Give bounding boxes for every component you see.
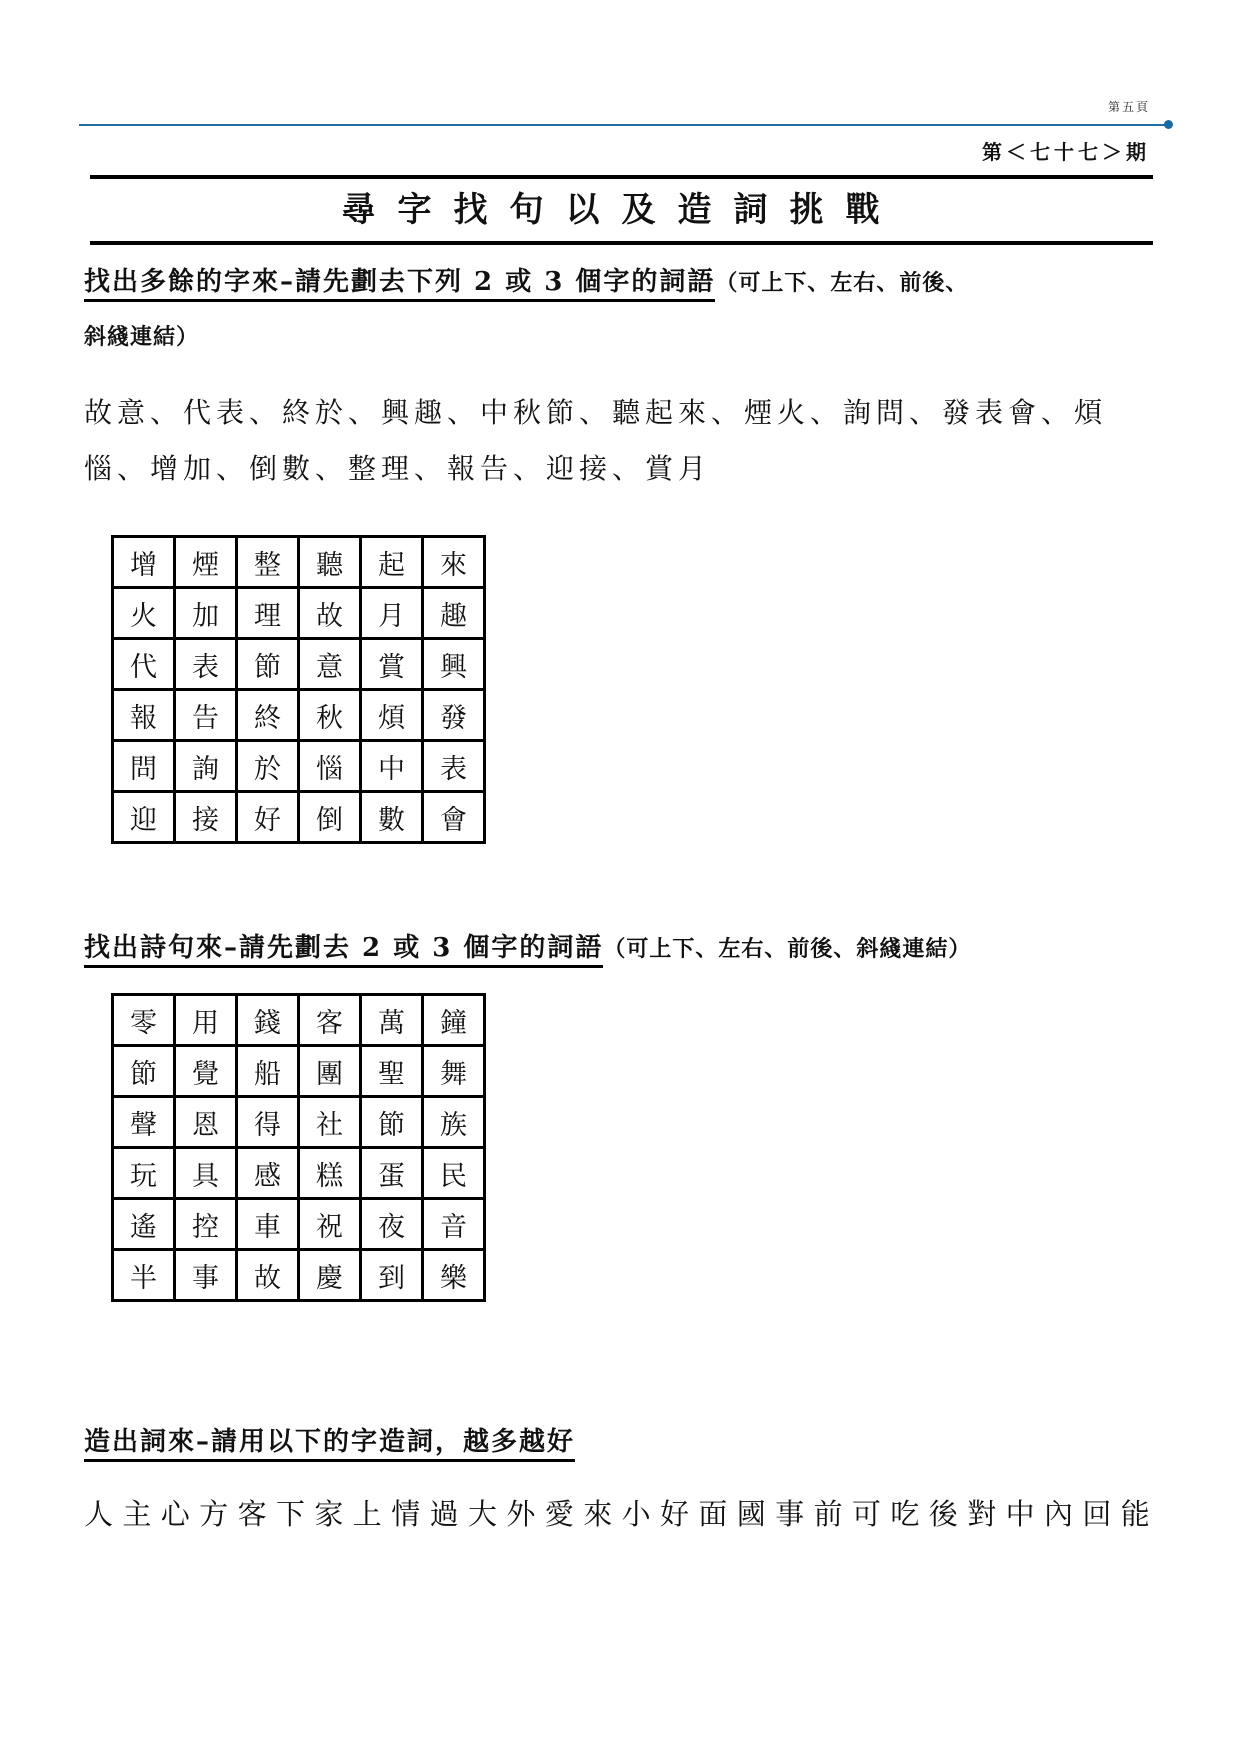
grid-cell[interactable]: 船 bbox=[237, 1046, 299, 1097]
grid-cell[interactable]: 秋 bbox=[299, 690, 361, 741]
grid-cell[interactable]: 煙 bbox=[175, 537, 237, 588]
grid-cell[interactable]: 萬 bbox=[361, 995, 423, 1046]
section1-word-grid bbox=[111, 535, 486, 844]
title-rule-bottom bbox=[90, 241, 1153, 245]
section1-word-list: 故意、代表、終於、興趣、中秋節、聽起來、煙火、詢問、發表會、煩惱、增加、倒數、整理、報告、迎接、賞月 bbox=[84, 396, 1108, 485]
grid-cell[interactable]: 告 bbox=[175, 690, 237, 741]
grid-cell[interactable]: 聖 bbox=[361, 1046, 423, 1097]
grid-cell[interactable]: 詢 bbox=[175, 741, 237, 792]
grid-row bbox=[113, 639, 485, 690]
grid-cell[interactable]: 整 bbox=[237, 537, 299, 588]
section3-character-pool: 人主心方客下家上情過大外愛來小好面國事前可吃後對中內回能 bbox=[84, 1497, 1160, 1531]
grid-row bbox=[113, 792, 485, 843]
grid-row bbox=[113, 690, 485, 741]
grid-cell[interactable]: 覺 bbox=[175, 1046, 237, 1097]
grid-cell[interactable]: 代 bbox=[113, 639, 175, 690]
grid-cell[interactable]: 於 bbox=[237, 741, 299, 792]
grid-cell[interactable]: 客 bbox=[299, 995, 361, 1046]
grid-cell[interactable]: 惱 bbox=[299, 741, 361, 792]
section1-note: （可上下、左右、前後、 bbox=[715, 270, 969, 296]
grid-cell[interactable]: 控 bbox=[175, 1199, 237, 1250]
grid-cell[interactable]: 具 bbox=[175, 1148, 237, 1199]
grid-cell[interactable]: 來 bbox=[423, 537, 485, 588]
grid-cell[interactable]: 月 bbox=[361, 588, 423, 639]
grid-cell[interactable]: 起 bbox=[361, 537, 423, 588]
page-number: 第五頁 bbox=[1107, 100, 1150, 114]
grid-cell[interactable]: 意 bbox=[299, 639, 361, 690]
grid-cell[interactable]: 煩 bbox=[361, 690, 423, 741]
grid-cell[interactable]: 賞 bbox=[361, 639, 423, 690]
grid-cell[interactable]: 數 bbox=[361, 792, 423, 843]
grid-cell[interactable]: 半 bbox=[113, 1250, 175, 1301]
grid-cell[interactable]: 夜 bbox=[361, 1199, 423, 1250]
grid-cell[interactable]: 事 bbox=[175, 1250, 237, 1301]
grid-cell[interactable]: 好 bbox=[237, 792, 299, 843]
grid-cell[interactable]: 用 bbox=[175, 995, 237, 1046]
grid-cell[interactable]: 零 bbox=[113, 995, 175, 1046]
section3-heading-row bbox=[84, 1422, 575, 1462]
issue-label: 第＜七十七＞期 bbox=[982, 140, 1150, 164]
grid-cell[interactable]: 增 bbox=[113, 537, 175, 588]
grid-cell[interactable]: 祝 bbox=[299, 1199, 361, 1250]
grid-cell[interactable]: 樂 bbox=[423, 1250, 485, 1301]
grid-cell[interactable]: 車 bbox=[237, 1199, 299, 1250]
grid-cell[interactable]: 舞 bbox=[423, 1046, 485, 1097]
grid-cell[interactable]: 慶 bbox=[299, 1250, 361, 1301]
grid-cell[interactable]: 遙 bbox=[113, 1199, 175, 1250]
grid-cell[interactable]: 接 bbox=[175, 792, 237, 843]
grid-cell[interactable]: 故 bbox=[299, 588, 361, 639]
grid-cell[interactable]: 趣 bbox=[423, 588, 485, 639]
grid-cell[interactable]: 問 bbox=[113, 741, 175, 792]
grid-cell[interactable]: 會 bbox=[423, 792, 485, 843]
grid-cell[interactable]: 錢 bbox=[237, 995, 299, 1046]
grid-cell[interactable]: 節 bbox=[113, 1046, 175, 1097]
section2-heading: 找出詩句來–請先劃去 2 或 3 個字的詞語 bbox=[84, 933, 603, 968]
grid-cell[interactable]: 節 bbox=[361, 1097, 423, 1148]
grid-cell[interactable]: 中 bbox=[361, 741, 423, 792]
grid-cell[interactable]: 族 bbox=[423, 1097, 485, 1148]
grid-cell[interactable]: 團 bbox=[299, 1046, 361, 1097]
grid-cell[interactable]: 聽 bbox=[299, 537, 361, 588]
grid-cell[interactable]: 蛋 bbox=[361, 1148, 423, 1199]
section1-heading: 找出多餘的字來–請先劃去下列 2 或 3 個字的詞語 bbox=[84, 267, 715, 302]
grid-row bbox=[113, 588, 485, 639]
page-title: 尋字找句以及造詞挑戰 bbox=[341, 190, 902, 230]
header-rule bbox=[79, 124, 1167, 126]
grid-cell[interactable]: 民 bbox=[423, 1148, 485, 1199]
grid-row bbox=[113, 1199, 485, 1250]
section3-heading: 造出詞來–請用以下的字造詞，越多越好 bbox=[84, 1427, 575, 1462]
grid-cell[interactable]: 鐘 bbox=[423, 995, 485, 1046]
section1-note-continued: 斜綫連結） bbox=[84, 324, 200, 350]
grid-cell[interactable]: 得 bbox=[237, 1097, 299, 1148]
grid-cell[interactable]: 加 bbox=[175, 588, 237, 639]
grid-cell[interactable]: 表 bbox=[175, 639, 237, 690]
grid-cell[interactable]: 到 bbox=[361, 1250, 423, 1301]
grid-cell[interactable]: 理 bbox=[237, 588, 299, 639]
grid-cell[interactable]: 故 bbox=[237, 1250, 299, 1301]
grid-cell[interactable]: 表 bbox=[423, 741, 485, 792]
grid-cell[interactable]: 迎 bbox=[113, 792, 175, 843]
grid-row bbox=[113, 1097, 485, 1148]
grid-cell[interactable]: 發 bbox=[423, 690, 485, 741]
grid-row bbox=[113, 537, 485, 588]
grid-cell[interactable]: 終 bbox=[237, 690, 299, 741]
grid-cell[interactable]: 火 bbox=[113, 588, 175, 639]
grid-cell[interactable]: 糕 bbox=[299, 1148, 361, 1199]
grid-cell[interactable]: 倒 bbox=[299, 792, 361, 843]
grid-cell[interactable]: 恩 bbox=[175, 1097, 237, 1148]
grid-cell[interactable]: 感 bbox=[237, 1148, 299, 1199]
section2-note: （可上下、左右、前後、斜綫連結） bbox=[603, 936, 972, 962]
section2-heading-row bbox=[84, 928, 971, 969]
grid-cell[interactable]: 音 bbox=[423, 1199, 485, 1250]
grid-cell[interactable]: 聲 bbox=[113, 1097, 175, 1148]
section2-poem-grid bbox=[111, 993, 486, 1302]
header-dot-ornament bbox=[1164, 120, 1173, 129]
grid-row bbox=[113, 741, 485, 792]
title-rule-top bbox=[90, 175, 1153, 179]
section1-heading-row bbox=[84, 262, 968, 303]
grid-cell[interactable]: 節 bbox=[237, 639, 299, 690]
grid-cell[interactable]: 報 bbox=[113, 690, 175, 741]
grid-cell[interactable]: 社 bbox=[299, 1097, 361, 1148]
grid-row bbox=[113, 1148, 485, 1199]
grid-row bbox=[113, 995, 485, 1046]
grid-row bbox=[113, 1250, 485, 1301]
grid-cell[interactable]: 興 bbox=[423, 639, 485, 690]
grid-row bbox=[113, 1046, 485, 1097]
grid-cell[interactable]: 玩 bbox=[113, 1148, 175, 1199]
